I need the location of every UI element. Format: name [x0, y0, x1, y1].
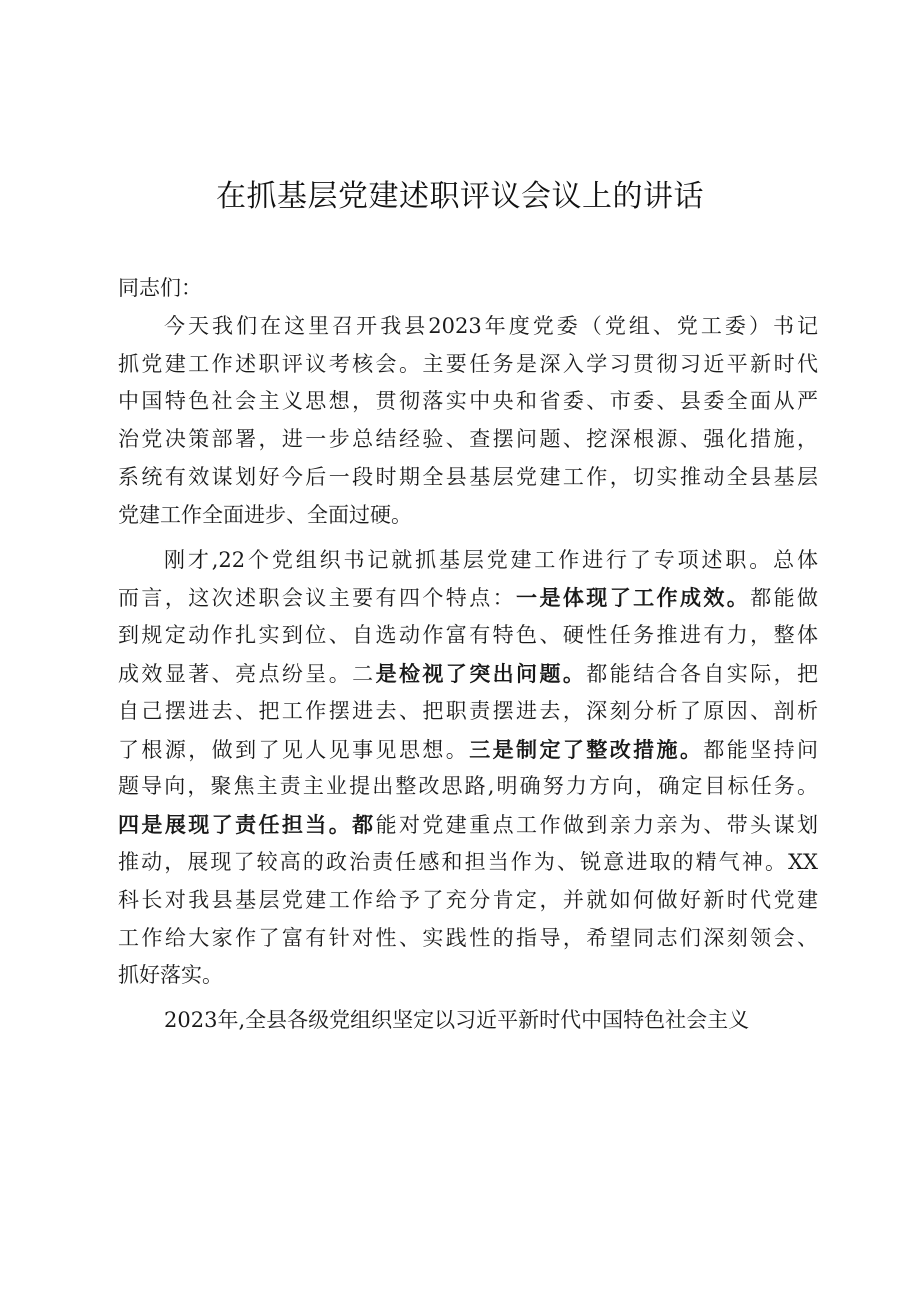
- paragraphs: [118, 308, 818, 1040]
- text-run: 都能坚持问: [703, 737, 819, 762]
- text-run: 系统有效谋划好今后一段时期全县基层党建工作，切实推动全县基层: [118, 464, 818, 489]
- text-run: 了根源，做到了见人见事见思想。: [118, 737, 470, 762]
- text-line: [118, 806, 818, 844]
- bold-phrase: 一是体现了工作成效。: [516, 585, 751, 611]
- text-line: [118, 579, 818, 617]
- text-run: 都能做: [750, 586, 819, 611]
- text-line: [118, 459, 818, 497]
- text-run: 今天我们在这里召开我县2023年度党委（党组、党工委）书记: [164, 313, 818, 338]
- text-run: 党建工作全面进步、全面过硬。: [118, 502, 412, 527]
- text-line: [118, 693, 818, 731]
- text-line: [118, 731, 818, 769]
- text-run: 成效显著、亮点纷呈。二: [118, 661, 376, 686]
- paragraph: [118, 1002, 818, 1040]
- text-line: [118, 1002, 818, 1040]
- text-line: [118, 844, 818, 882]
- bold-phrase: 四是展现了责任担当。都: [118, 812, 376, 838]
- text-run: 治党决策部署，进一步总结经验、查摆问题、挖深根源、强化措施，: [118, 427, 818, 452]
- text-line: [118, 957, 818, 995]
- bold-phrase: 是检视了突出问题。: [375, 660, 587, 686]
- salutation: 同志们：: [118, 276, 202, 300]
- text-line: [118, 308, 818, 346]
- text-line: [118, 421, 818, 459]
- text-line: [118, 497, 818, 535]
- bold-phrase: 三是制定了整改措施。: [469, 736, 704, 762]
- text-run: 工作给大家作了富有针对性、实践性的指导，希望同志们深刻领会、: [118, 925, 818, 950]
- paragraph: [118, 308, 818, 535]
- paragraph: [118, 542, 818, 996]
- text-line: [118, 617, 818, 655]
- text-run: 中国特色社会主义思想，贯彻落实中央和省委、市委、县委全面从严: [118, 389, 818, 414]
- text-run: 题导向，聚焦主责主业提出整改思路,明确努力方向，确定目标任务。: [118, 774, 818, 799]
- text-line: [118, 655, 818, 693]
- text-line: [118, 542, 818, 580]
- text-run: 而言，这次述职会议主要有四个特点：: [118, 586, 517, 611]
- text-line: [118, 383, 818, 421]
- document-title: 在抓基层党建述职评议会议上的讲话: [216, 179, 704, 214]
- text-run: 能对党建重点工作做到亲力亲为、带头谋划: [375, 813, 819, 838]
- text-run: 2023年,全县各级党组织坚定以习近平新时代中国特色社会主义: [164, 1008, 750, 1033]
- text-run: 科长对我县基层党建工作给予了充分肯定，并就如何做好新时代党建: [118, 887, 818, 912]
- document-body: [118, 270, 818, 1047]
- text-run: 自己摆进去、把工作摆进去、把职责摆进去，深刻分析了原因、剖析: [118, 698, 818, 723]
- text-run: 抓好落实。: [118, 963, 223, 988]
- text-run: 推动，展现了较高的政治责任感和担当作为、锐意进取的精气神。XX: [118, 849, 818, 874]
- text-run: 刚才,22个党组织书记就抓基层党建工作进行了专项述职。总体: [164, 547, 818, 572]
- text-line: [118, 346, 818, 384]
- text-line: [118, 920, 818, 958]
- text-line: [118, 882, 818, 920]
- text-run: 到规定动作扎实到位、自选动作富有特色、硬性任务推进有力，整体: [118, 623, 818, 648]
- text-run: 都能结合各自实际，把: [586, 661, 819, 686]
- text-run: 抓党建工作述职评议考核会。主要任务是深入学习贯彻习近平新时代: [118, 351, 818, 376]
- text-line: [118, 768, 818, 806]
